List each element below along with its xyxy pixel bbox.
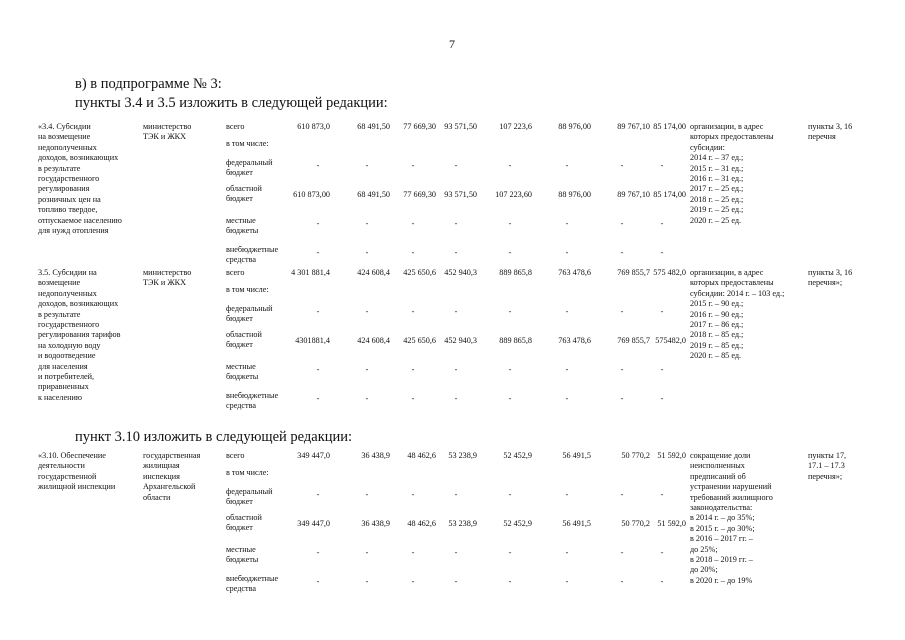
amount-local: - [620,548,624,557]
fund-label-local: бюджеты [226,226,259,236]
amount-total: 425 650,6 [403,268,436,277]
amount-regional: 85 174,00 [653,190,686,199]
amount-total: 48 462,6 [407,451,436,460]
page-number: 7 [449,37,455,51]
amount-regional: 48 462,6 [407,519,436,528]
amount-federal: - [454,161,458,170]
measure-name: топливо твердое, [38,205,98,215]
amount-federal: - [365,161,369,170]
amount-regional: 452 940,3 [444,336,477,345]
amount-extrabudget: - [620,248,624,257]
amount-extrabudget: - [454,394,458,403]
measure-name: розничных цен на [38,194,101,204]
amount-extrabudget: - [316,577,320,586]
amount-extrabudget: - [411,248,415,257]
measure-name: государственной [38,471,97,481]
amount-federal: - [660,307,664,316]
heading-subprogram: в) в подпрограмме № 3: [75,76,222,92]
amount-regional: 763 478,6 [558,336,591,345]
amount-local: - [365,219,369,228]
amount-regional: 425 650,6 [403,336,436,345]
amount-total: 452 940,3 [444,268,477,277]
amount-regional: 68 491,50 [357,190,390,199]
list-reference: перечня»; [808,278,843,288]
amount-local: - [454,365,458,374]
amount-extrabudget: - [660,248,664,257]
measure-name: в результате [38,309,81,319]
amount-federal: - [660,490,664,499]
result-indicator: субсидии: 2014 г. – 103 ед.; [690,288,785,298]
executor: жилищная [143,461,180,471]
fund-label-extrabudget: средства [226,401,257,411]
amount-local: - [365,548,369,557]
fund-label-local: бюджеты [226,555,259,565]
fund-label-total: всего [226,451,245,460]
amount-total: 769 855,7 [617,268,650,277]
amount-extrabudget: - [660,577,664,586]
result-indicator: в 2014 г. – до 35%; [690,513,755,523]
amount-federal: - [660,161,664,170]
result-indicator: 2016 г. – 90 ед.; [690,309,744,319]
executor: области [143,492,171,502]
amount-regional: 424 608,4 [357,336,390,345]
result-indicator: 2018 г. – 85 ед.; [690,330,744,340]
amount-federal: - [454,307,458,316]
amount-local: - [365,365,369,374]
executor: Архангельской [143,482,196,492]
measure-name: регулирования тарифов [38,330,121,340]
amount-total: 85 174,00 [653,122,686,131]
result-indicator: которых предоставлены [690,132,774,142]
amount-regional: 50 770,2 [621,519,650,528]
amount-local: - [565,219,569,228]
amount-federal: - [411,490,415,499]
list-reference: пункты 3, 16 [808,122,853,131]
fund-label-extrabudget: средства [226,255,257,265]
amount-local: - [411,548,415,557]
fund-label-regional: бюджет [226,340,253,350]
measure-name: и водоотведение [38,351,96,361]
measure-name: регулирования [38,184,90,194]
amount-federal: - [565,307,569,316]
amount-regional: 53 238,9 [448,519,477,528]
amount-regional: 51 592,0 [657,519,686,528]
fund-label-regional: областной [226,513,262,522]
amount-extrabudget: - [316,248,320,257]
amount-federal: - [620,161,624,170]
measure-name: 3.5. Субсидии на [38,268,97,277]
list-reference: пункты 17, [808,451,847,460]
heading-items-3-4-3-5: пункты 3.4 и 3.5 изложить в следующей редакции: [75,95,388,111]
result-indicator: 2018 г. – 25 ед.; [690,194,744,204]
result-indicator: которых предоставлены [690,278,774,288]
measure-name: жилищной инспекции [38,482,116,492]
amount-regional: 575482,0 [655,336,686,345]
result-indicator: субсидии: [690,142,725,152]
amount-local: - [316,219,320,228]
amount-local: - [660,365,664,374]
fund-label-federal: бюджет [226,497,253,507]
amount-local: - [660,219,664,228]
measure-name: отпускаемое населению [38,215,122,225]
amount-total: 52 452,9 [503,451,532,460]
fund-label-federal: федеральный [226,158,273,167]
list-reference: 17.1 – 17.3 [808,461,845,471]
amount-local: - [508,219,512,228]
heading-item-3-10: пункт 3.10 изложить в следующей редакции: [75,429,353,445]
result-indicator: 2016 г. – 31 ед.; [690,174,744,183]
amount-total: 610 873,0 [297,122,330,131]
amount-total: 4 301 881,4 [291,268,330,277]
list-reference: пункты 3, 16 [808,268,853,277]
amount-extrabudget: - [565,248,569,257]
measure-name: к населению [38,392,83,402]
fund-label-local: местные [226,362,256,371]
measure-name: недополученных [38,288,97,298]
amount-local: - [316,548,320,557]
amount-federal: - [508,490,512,499]
amount-federal: - [411,161,415,170]
amount-regional: 4301881,4 [295,336,330,345]
amount-regional: 889 865,8 [499,336,532,345]
result-indicator: в 2020 г. – до 19% [690,575,753,585]
amount-federal: - [365,307,369,316]
fund-label-federal: федеральный [226,304,273,313]
amount-local: - [454,548,458,557]
result-indicator: 2020 г. – 25 ед. [690,215,742,225]
result-indicator: организации, в адрес [690,268,764,277]
list-reference: перечня [808,132,836,142]
measure-name: в результате [38,163,81,173]
fund-label-extrabudget: внебюджетные [226,391,279,400]
amount-regional: 56 491,5 [562,519,591,528]
measure-name: «3.10. Обеспечение [38,451,106,460]
amount-total: 53 238,9 [448,451,477,460]
result-indicator: сокращение доли [690,451,751,460]
result-indicator: 2020 г. – 85 ед. [690,351,742,361]
executor: министерство [143,268,192,277]
fund-label-federal: бюджет [226,314,253,324]
amount-extrabudget: - [508,248,512,257]
fund-label-including: в том числе: [226,139,269,148]
measure-name: для нужд отопления [38,226,109,235]
amount-federal: - [316,490,320,499]
fund-label-total: всего [226,268,245,277]
amount-federal: - [508,307,512,316]
amount-extrabudget: - [411,577,415,586]
amount-extrabudget: - [454,248,458,257]
amount-local: - [454,219,458,228]
amount-regional: 36 438,9 [361,519,390,528]
fund-label-including: в том числе: [226,285,269,294]
amount-total: 107 223,6 [499,122,532,131]
amount-extrabudget: - [620,394,624,403]
amount-total: 763 478,6 [558,268,591,277]
result-indicator: устранении нарушений [690,482,772,492]
amount-extrabudget: - [565,577,569,586]
amount-federal: - [454,490,458,499]
amount-extrabudget: - [660,394,664,403]
measure-name: «3.4. Субсидии [38,122,91,131]
result-indicator: 2019 г. – 85 ед.; [690,340,744,350]
amount-regional: 88 976,00 [558,190,591,199]
result-indicator: предписаний об [690,471,746,481]
result-indicator: 2017 г. – 86 ед.; [690,320,744,329]
amount-extrabudget: - [565,394,569,403]
amount-local: - [316,365,320,374]
amount-total: 889 865,8 [499,268,532,277]
fund-label-regional: областной [226,330,262,339]
amount-extrabudget: - [365,248,369,257]
amount-regional: 769 855,7 [617,336,650,345]
fund-label-local: местные [226,216,256,225]
result-indicator: 2019 г. – 25 ед.; [690,205,744,215]
measure-name: доходов, возникающих [38,153,119,163]
amount-total: 575 482,0 [653,268,686,277]
fund-label-local: местные [226,545,256,554]
result-indicator: требований жилищного [690,492,773,502]
amount-local: - [565,365,569,374]
amount-local: - [508,365,512,374]
amount-extrabudget: - [365,394,369,403]
result-indicator: до 25%; [690,544,718,554]
fund-label-regional: областной [226,184,262,193]
amount-federal: - [508,161,512,170]
amount-total: 51 592,0 [657,451,686,460]
fund-label-extrabudget: внебюджетные [226,574,279,583]
fund-label-extrabudget: средства [226,584,257,594]
list-reference: перечня»; [808,471,843,481]
amount-total: 349 447,0 [297,451,330,460]
amount-federal: - [620,490,624,499]
amount-total: 77 669,30 [403,122,436,131]
measure-name: на холодную воду [38,340,101,350]
amount-extrabudget: - [316,394,320,403]
measure-name: недополученных [38,142,97,152]
amount-total: 424 608,4 [357,268,390,277]
amount-regional: 107 223,60 [495,190,532,199]
amount-total: 36 438,9 [361,451,390,460]
amount-regional: 52 452,9 [503,519,532,528]
measure-name: на возмещение [38,132,91,142]
result-indicator: до 20%; [690,565,718,575]
amount-local: - [411,365,415,374]
amount-regional: 349 447,0 [297,519,330,528]
result-indicator: 2017 г. – 25 ед.; [690,184,744,194]
executor: ТЭК и ЖКХ [143,278,187,288]
measure-name: приравненных [38,382,89,392]
executor: инспекция [143,471,180,481]
amount-extrabudget: - [620,577,624,586]
result-indicator: в 2015 г. – до 30%; [690,523,755,533]
result-indicator: 2014 г. – 37 ед.; [690,153,744,163]
amount-total: 93 571,50 [444,122,477,131]
amount-federal: - [316,307,320,316]
amount-federal: - [316,161,320,170]
amount-local: - [620,365,624,374]
amount-federal: - [365,490,369,499]
amount-extrabudget: - [365,577,369,586]
amount-local: - [620,219,624,228]
amount-federal: - [565,161,569,170]
fund-label-extrabudget: внебюджетные [226,245,279,254]
measure-name: возмещение [38,278,81,288]
fund-label-regional: бюджет [226,194,253,204]
fund-label-local: бюджеты [226,372,259,382]
amount-extrabudget: - [508,394,512,403]
result-indicator: организации, в адрес [690,122,764,131]
amount-extrabudget: - [454,577,458,586]
amount-regional: 89 767,10 [617,190,650,199]
result-indicator: 2015 г. – 90 ед.; [690,299,744,309]
amount-extrabudget: - [411,394,415,403]
amount-total: 50 770,2 [621,451,650,460]
measure-name: государственного [38,174,100,183]
amount-local: - [660,548,664,557]
fund-label-federal: бюджет [226,168,253,178]
measure-name: и потребителей, [38,372,95,381]
amount-local: - [411,219,415,228]
executor: министерство [143,122,192,131]
fund-label-including: в том числе: [226,468,269,477]
amount-total: 56 491,5 [562,451,591,460]
amount-local: - [508,548,512,557]
amount-regional: 93 571,50 [444,190,477,199]
result-indicator: 2015 г. – 31 ед.; [690,163,744,173]
amount-federal: - [411,307,415,316]
amount-local: - [565,548,569,557]
result-indicator: в 2016 – 2017 гг. – [690,534,753,544]
amount-total: 89 767,10 [617,122,650,131]
fund-label-total: всего [226,122,245,131]
result-indicator: в 2018 – 2019 гг. – [690,555,753,564]
measure-name: для населения [38,361,88,371]
amount-federal: - [565,490,569,499]
result-indicator: неисполненных [690,461,745,471]
amount-federal: - [620,307,624,316]
executor: ТЭК и ЖКХ [143,132,187,142]
executor: государственная [143,451,201,460]
amount-total: 68 491,50 [357,122,390,131]
measure-name: доходов, возникающих [38,299,119,309]
amount-extrabudget: - [508,577,512,586]
amount-regional: 610 873,00 [293,190,330,199]
measure-name: государственного [38,320,100,329]
fund-label-federal: федеральный [226,487,273,496]
amount-total: 88 976,00 [558,122,591,131]
fund-label-regional: бюджет [226,523,253,533]
amount-regional: 77 669,30 [403,190,436,199]
result-indicator: законодательства: [690,503,753,512]
measure-name: деятельности [38,461,85,471]
